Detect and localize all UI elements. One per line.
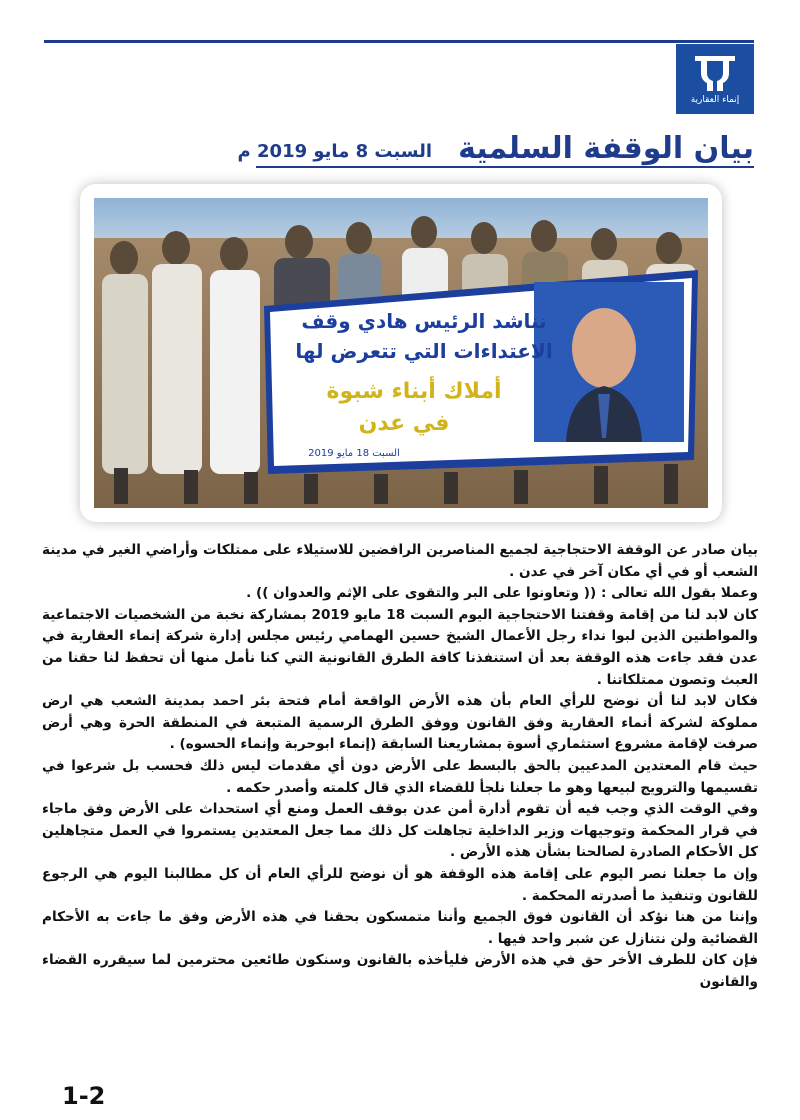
banner-line-1: نناشد الرئيس هادي وقف bbox=[301, 309, 547, 333]
paragraph-1: بيان صادر عن الوقفة الاحتجاجية لجميع المناصرين الرافضين للاستيلاء على ممتلكات وأراضي الغير في مدينة الشعب أو في أي مكان آخر في عدن . bbox=[42, 542, 758, 580]
banner-line-4: في عدن bbox=[358, 411, 450, 436]
paragraph-3: كان لابد لنا من إقامة وقفتنا الاحتجاجية اليوم السبت 18 مايو 2019 بمشاركة نخبة من الشخصيات الاجتماعية والمواطنين الذين لبوا نداء رجل الأعمال الشيخ حسين الهمامي رئيس مجلس إدارة شركة إنماء العقارية في عدن فقد جاءت هذه الوقفة بعد أن استنفذنا كافة الطرق القانونية التي كنا نأمل منها أن تحفظ لنا حقنا من العبث وتصون ممتلكاتنا . bbox=[42, 606, 758, 688]
top-rule bbox=[44, 40, 754, 43]
paragraph-5: حيث قام المعتدين المدعيين بالحق بالبسط على الأرض دون أي مقدمات ليس ذلك فحسب بل شرعوا في تقسيمها والترويج لبيعها وهو ما جعلنا نلجأ للقضاء الذي قال كلمته وأصدر حكمه . bbox=[42, 757, 758, 796]
protest-photo bbox=[94, 198, 708, 508]
paragraph-6: وفي الوقت الذي وجب فيه أن تقوم أدارة أمن عدن بوقف العمل ومنع أي استحداث على الأرض وفق ماجاء في قرار المحكمة وتوجيهات وزير الداخلية تجاهلت كل ذلك مما جعل المعتدين يستمروا في العمل متجاهلين كل الأحكام الصادرة لصالحنا بشأن هذه الأرض . bbox=[42, 801, 758, 861]
photo-card bbox=[80, 184, 722, 522]
banner-line-3: أملاك أبناء شبوة bbox=[326, 379, 502, 404]
logo-caption: إنماء العقارية bbox=[690, 95, 740, 105]
banner-line-2: الاعتداءات التي تتعرض لها bbox=[295, 339, 553, 363]
banner-date: السبت 18 مايو 2019 bbox=[308, 448, 400, 459]
paragraph-8: وإننا من هنا نؤكد أن القانون فوق الجميع وأننا متمسكون بحقنا في هذه الأرض وفق ما جاءت به الأحكام القضائية ولن نتنازل عن شبر واحد فيها . bbox=[42, 909, 758, 947]
company-logo bbox=[676, 44, 754, 114]
paragraph-4: فكان لابد لنا أن نوضح للرأي العام بأن هذه الأرض الواقعة أمام فتحة بئر احمد بمدينة الشعب هي ارض مملوكة لشركة أنماء العقارية وفق القانون ووفق الطرق الرسمية المتبعة في المنطقة الحرة وهي أرض صرفت لإقامة مشروع استثماري أسوة بمشاريعنا السابقة (إنماء ابوحربة وإنماء الحسوه) . bbox=[42, 693, 758, 753]
page-title: بيان الوقفة السلمية bbox=[458, 131, 754, 166]
page-number: 1-2 bbox=[62, 1082, 106, 1110]
logo-mark-icon bbox=[693, 53, 737, 93]
paragraph-9: فإن كان للطرف الأخر حق في هذه الأرض فليأخذه بالقانون وسنكون طائعين محترمين لما سيقرره القضاء والقانون bbox=[42, 952, 758, 990]
paragraph-7: وإن ما جعلنا نصر اليوم على إقامة هذه الوقفة هو أن نوضح للرأي العام أن كل مطالبنا اليوم هي الرجوع للقانون وتنفيذ ما أصدرته المحكمة . bbox=[42, 865, 758, 904]
statement-date: السبت 8 مايو 2019 م bbox=[237, 141, 433, 162]
paragraph-2: وعملا بقول الله تعالى : (( وتعاونوا على البر والتقوى على الإثم والعدوان )) . bbox=[246, 585, 758, 602]
statement-body bbox=[42, 540, 758, 993]
title-underline bbox=[256, 166, 754, 168]
title-row bbox=[44, 126, 754, 166]
